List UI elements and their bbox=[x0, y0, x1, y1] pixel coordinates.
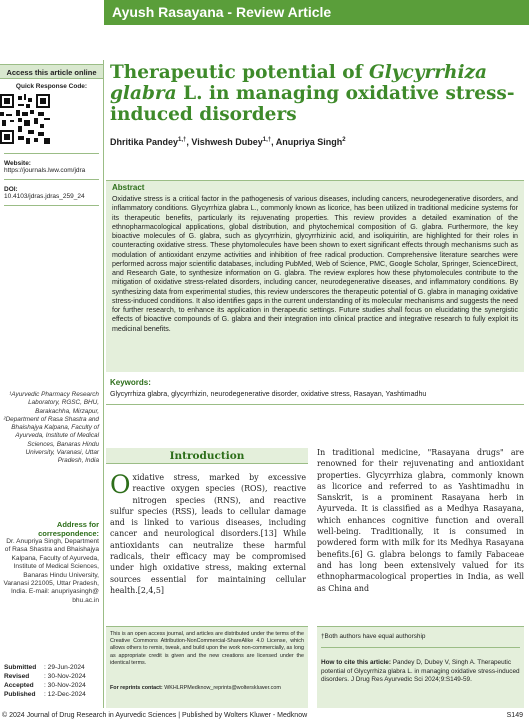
date-value: : 30-Nov-2024 bbox=[44, 682, 86, 689]
article-dates bbox=[4, 663, 101, 699]
introduction-heading: Introduction bbox=[169, 450, 245, 462]
page-number: S149 bbox=[506, 712, 523, 719]
divider bbox=[4, 179, 99, 180]
correspondence-address: Dr. Anupriya Singh, Department of Rasa Shastra and Bhaishajya Kalpana, Faculty of Ayurveda, Institute of Medical Sciences, Banaras Hindu University, Varanasi 221005, Uttar Pradesh, India. E-mail: anupriyasingh@ bhu.ac.in bbox=[3, 538, 99, 604]
date-value: : 30-Nov-2024 bbox=[44, 673, 86, 680]
author-affil-mark: 1,† bbox=[262, 137, 272, 143]
open-access-notice bbox=[106, 626, 308, 708]
date-row bbox=[4, 681, 101, 690]
correspondence-title: Address for correspondence: bbox=[38, 520, 99, 538]
divider bbox=[106, 404, 524, 405]
date-row bbox=[4, 663, 101, 672]
divider bbox=[4, 205, 99, 206]
reprints-label: For reprints contact: bbox=[110, 685, 163, 691]
date-label: Revised bbox=[4, 673, 30, 680]
date-value: : 12-Dec-2024 bbox=[44, 691, 86, 698]
how-to-cite bbox=[321, 659, 520, 685]
equal-authorship-note: †Both authors have equal authorship bbox=[321, 633, 426, 640]
keywords-heading: Keywords: bbox=[110, 378, 151, 387]
date-label: Accepted bbox=[4, 682, 34, 689]
citation-box bbox=[317, 626, 524, 708]
author-affil-mark: 1,† bbox=[178, 137, 187, 143]
license-text: This is an open access journal, and articles are distributed under the terms of the Creative Commons Attribution-NonCommercial-ShareAlike 4.0 License, which allows others to remix, tweak, and build upon the work non-commercially, as long as appropriate credit is given and the new creations are licensed under the identical terms. bbox=[110, 631, 304, 666]
page-footer bbox=[0, 710, 529, 723]
author-name: , Anupriya Singh bbox=[271, 137, 343, 147]
date-value: : 29-Jun-2024 bbox=[44, 664, 85, 671]
title-species: Glycyrrhiza glabra bbox=[110, 62, 488, 104]
title-text: L. in managing oxidative stress-induced disorders bbox=[110, 83, 515, 125]
cite-label: How to cite this article: bbox=[321, 659, 391, 666]
title-text: Therapeutic potential of bbox=[110, 62, 369, 83]
section-banner bbox=[104, 0, 529, 25]
author-affiliations: ¹Ayurvedic Pharmacy Research Laboratory, RGSC, BHU, Barakachha, Mirzapur, ²Department of Rasa Shastra and Bhaishajya Kalpana, Faculty of Ayurveda, Institute of Medical Sciences, Banaras Hindu University, Varanasi, Uttar Pradesh, India bbox=[3, 391, 99, 465]
author-name: , Vishwesh Dubey bbox=[186, 137, 263, 147]
date-label: Submitted bbox=[4, 664, 37, 671]
abstract-heading: Abstract bbox=[112, 183, 145, 192]
date-label: Published bbox=[4, 691, 36, 698]
drop-cap: O bbox=[110, 470, 131, 499]
divider bbox=[321, 647, 520, 648]
article-access-panel bbox=[0, 64, 103, 206]
introduction-column-1 bbox=[110, 472, 306, 596]
keywords-list: Glycyrrhiza glabra, glycyrrhizin, neurodegenerative disorder, oxidative stress, Rasayan, Yashtimadhu bbox=[110, 390, 427, 398]
author-name: Dhritika Pandey bbox=[110, 137, 179, 147]
reprints-contact bbox=[110, 685, 304, 692]
doi-label: DOI: bbox=[4, 186, 18, 193]
abstract-text: Oxidative stress is a critical factor in the pathogenesis of various diseases, including cancers, neurodegenerative disorders, and inflammatory conditions. Glycyrrhiza glabra L., commonly known as licorice, has been utilized in traditional medicine systems for its therapeutic benefits, particularly its rejuvenating properties. This review provides a detailed examination of the ethnopharmacological applications, global distribution, and phytochemical composition of G. glabra. Furthermore, the key bioactive molecules of G. glabra, such as glycyrrhizin, glycyrrhizinic acid, and isoliquiritin, are highlighted for their roles in counteracting oxidative stress. These phytomolecules have been shown to exert significant effects through mechanisms such as modulation of antioxidant enzyme activities and inhibition of free radical production. Comprehensive literature searches were performed across major scientific databases, including PubMed, Web of Science, PMC, Google Scholar, Springer, ScienceDirect, and Research Gate, to synthesize information on G. glabra. The review explores how these phytomolecules contribute to the mitigation of oxidative stress-related disorders, including cancer, neurodegenerative diseases, and inflammatory conditions. By synthesizing data from experimental studies, this review underscores the therapeutic potential of G. glabra in managing oxidative stress-induced conditions. It also identifies gaps in the current understanding of its molecular mechanisms and suggests the need for further research, to enhance its application in therapeutic settings. Future studies shall focus on elucidating the synergistic effects of bioactive compounds of G. glabra and their integration into clinical practice and integrative research to fully exploit its medicinal benefits. bbox=[112, 195, 518, 333]
abstract-section bbox=[106, 180, 524, 372]
qr-label: Quick Response Code: bbox=[15, 83, 88, 90]
date-row bbox=[4, 690, 101, 699]
reprints-email[interactable]: WKHLRPMedknow_reprints@wolterskluwer.com bbox=[162, 685, 281, 691]
column-divider bbox=[103, 60, 104, 708]
section-label: Ayush Rasayana - Review Article bbox=[112, 4, 332, 20]
footer-journal: © 2024 Journal of Drug Research in Ayurvedic Sciences | Published by Wolters Kluwer - Medknow bbox=[2, 712, 308, 719]
access-title: Access this article online bbox=[0, 64, 103, 79]
introduction-heading-box bbox=[106, 448, 308, 464]
introduction-text: xidative stress, marked by excessive reactive oxygen species (ROS), reactive nitrogen species (RNS), and reactive sulfur species (RSS), leads to cellular damage and is linked to various diseases, including cancer and neurological disorders.[13] While antioxidants can neutralize these harmful radicals, their efficacy may be compromised under high oxidative stress, making external sources essential for maintaining cellular health.[2,4,5] bbox=[110, 473, 306, 595]
date-row bbox=[4, 672, 101, 681]
divider bbox=[4, 153, 99, 154]
cite-text: Pandey D, Dubey V, Singh A. Therapeutic potential of Glycyrrhiza glabra L. in managing oxidative stress-induced disorders. J Drug Res Ayurvedic Sci 2024;9:S149-59. bbox=[321, 659, 520, 683]
website-link[interactable]: https://journals.lww.com/jdra bbox=[4, 167, 86, 174]
website-label: Website: bbox=[4, 160, 31, 167]
author-affil-mark: 2 bbox=[342, 137, 346, 143]
qr-code-icon[interactable] bbox=[0, 94, 50, 144]
doi-link[interactable]: 10.4103/jdras.jdras_259_24 bbox=[4, 193, 85, 200]
author-list bbox=[110, 137, 346, 147]
introduction-column-2: In traditional medicine, "Rasayana drugs" are renowned for their rejuvenating and antioxidant properties. Glycyrrhiza glabra, commonly known as licorice and referred to as Yashtimadhu in Sanskrit, is a prominent Rasayana herb in Ayurveda. It is classified as a Medhya Rasayana, which enhances cognitive function and overall well-being. Traditionally, it is consumed in powdered form with milk for its Medhya Rasayana benefits.[6] G. glabra belongs to family Fabaceae and has long been extensively valued for its ethnopharmacological properties in India, as well as China and bbox=[317, 448, 524, 593]
article-title bbox=[110, 62, 520, 125]
